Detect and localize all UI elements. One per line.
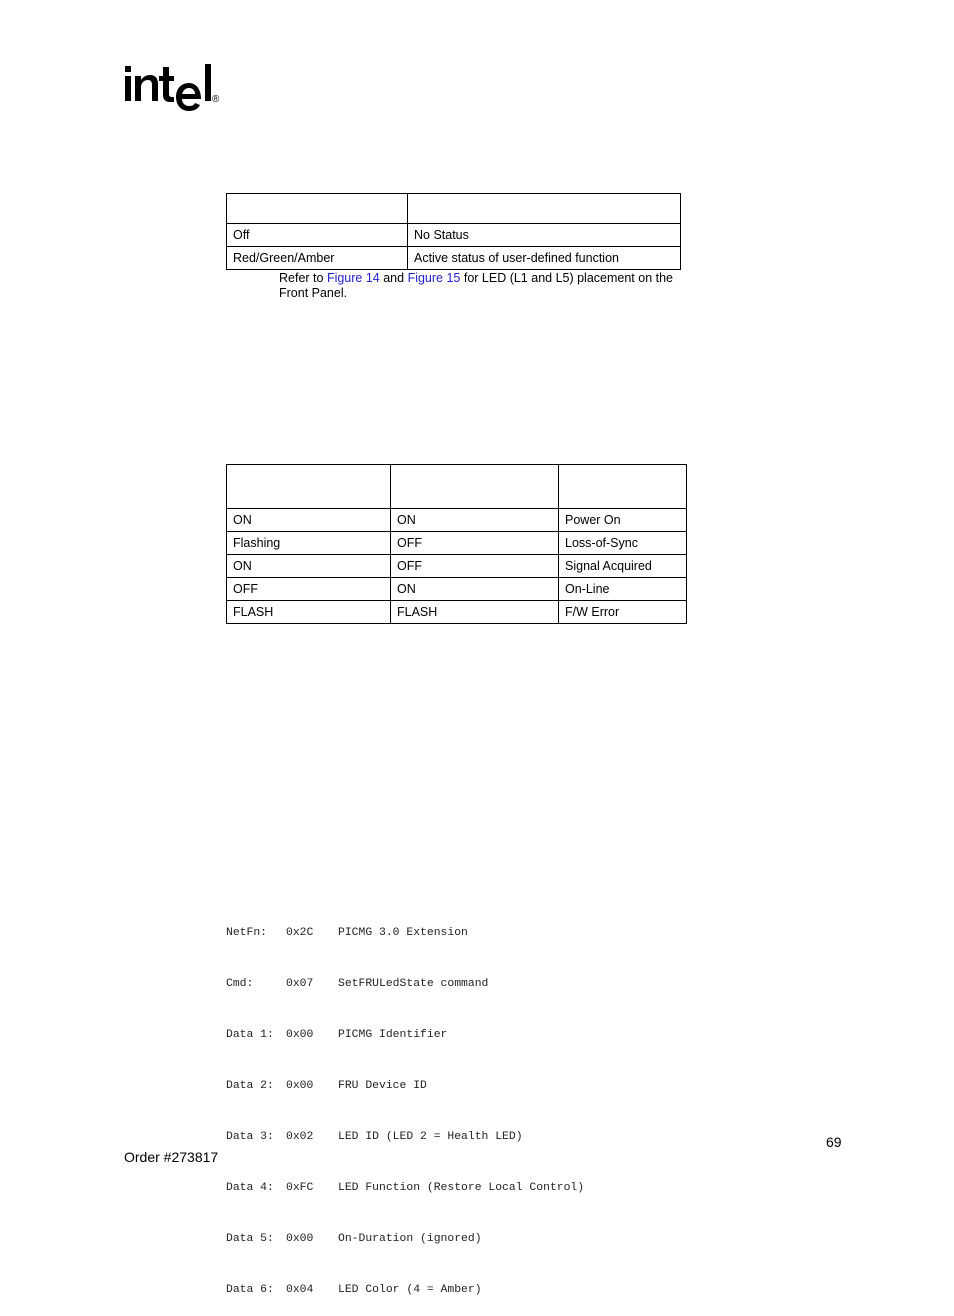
command-line [226,1180,584,1197]
command-field: Data 5: [226,1233,274,1245]
command-value: 0x2C [286,927,314,939]
page-number: 69 [826,1134,842,1150]
table-cell: Flashing [227,532,391,555]
table-row [227,555,687,578]
figure-15-link[interactable]: Figure 15 [407,271,461,285]
command-line [226,1231,584,1248]
table-row [227,532,687,555]
command-description: LED ID (LED 2 = Health LED) [338,1131,523,1143]
table-header-row [227,465,687,509]
order-number: Order #273817 [124,1149,219,1165]
table-header-cell [408,194,681,224]
command-field: Cmd: [226,978,254,990]
command-value: 0x02 [286,1131,314,1143]
intel-logo [123,58,223,118]
table-cell: F/W Error [559,601,687,624]
table-cell: Signal Acquired [559,555,687,578]
table-header-cell [227,194,408,224]
registered-mark: ® [212,94,220,105]
command-description: PICMG 3.0 Extension [338,927,468,939]
table-cell: ON [391,578,559,601]
command-line [226,925,584,942]
table-cell: No Status [408,224,681,247]
table-cell: Red/Green/Amber [227,247,408,270]
fault-led-table [226,193,681,270]
table-row [227,224,681,247]
table-cell: Power On [559,509,687,532]
command-description: LED Color (4 = Amber) [338,1284,482,1296]
table-header-cell [227,465,391,509]
command-listing [226,891,584,1316]
command-line [226,976,584,993]
table-header-row [227,194,681,224]
command-field: Data 6: [226,1284,274,1296]
table-cell: OFF [391,532,559,555]
command-description: LED Function (Restore Local Control) [338,1182,585,1194]
command-line [226,1282,584,1299]
table-header-cell [559,465,687,509]
table-cell: FLASH [391,601,559,624]
command-value: 0x00 [286,1080,314,1092]
command-value: 0x00 [286,1233,314,1245]
command-value: 0x07 [286,978,314,990]
table-cell: Active status of user-defined function [408,247,681,270]
table-cell: ON [391,509,559,532]
table-cell: On-Line [559,578,687,601]
table-cell: Loss-of-Sync [559,532,687,555]
table-cell: Off [227,224,408,247]
command-field: Data 2: [226,1080,274,1092]
command-description: PICMG Identifier [338,1029,448,1041]
table-cell: OFF [227,578,391,601]
command-value: 0x00 [286,1029,314,1041]
table-row [227,509,687,532]
command-field: NetFn: [226,927,268,939]
note-text: for LED (L1 and L5) placement on the Front Panel. [279,271,674,300]
command-field: Data 3: [226,1131,274,1143]
table-cell: FLASH [227,601,391,624]
command-description: SetFRULedState command [338,978,489,990]
command-line [226,1078,584,1095]
table-row [227,601,687,624]
command-value: 0xFC [286,1182,314,1194]
command-field: Data 4: [226,1182,274,1194]
note-text: and [379,271,408,285]
command-description: FRU Device ID [338,1080,427,1092]
command-line [226,1027,584,1044]
table-note [279,271,689,301]
note-text: Refer to [279,271,327,285]
table-cell: OFF [391,555,559,578]
figure-14-link[interactable]: Figure 14 [326,271,380,285]
command-line [226,1129,584,1146]
port-led-table [226,464,687,624]
command-description: On-Duration (ignored) [338,1233,482,1245]
table-header-cell [391,465,559,509]
table-row [227,578,687,601]
table-row [227,247,681,270]
command-field: Data 1: [226,1029,274,1041]
table-cell: ON [227,555,391,578]
table-cell: ON [227,509,391,532]
command-value: 0x04 [286,1284,314,1296]
